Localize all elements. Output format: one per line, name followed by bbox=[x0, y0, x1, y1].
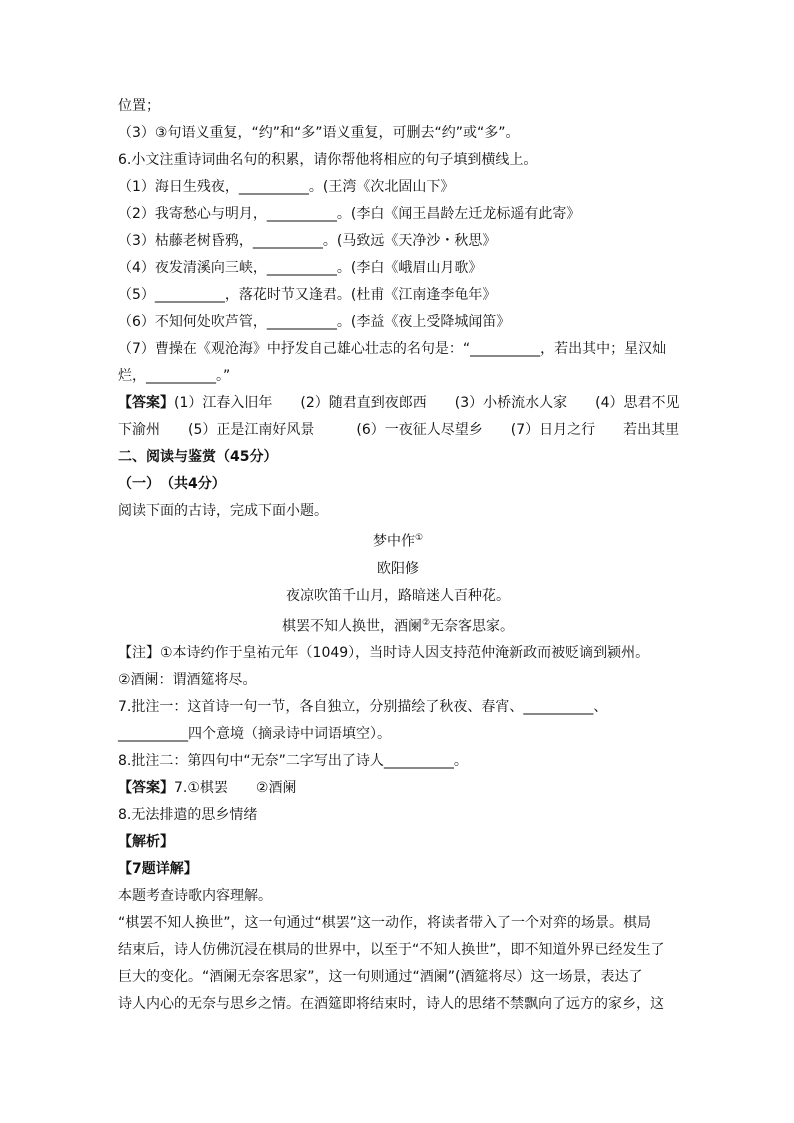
analysis-intro: 本题考查诗歌内容理解。 bbox=[118, 888, 272, 905]
poem-line-1: 夜凉吹笛千山月，路暗迷人百种花。 bbox=[286, 587, 510, 604]
answer-text: (1）江春入旧年 (2）随君直到夜郎西 (3）小桥流水人家 (4）思君不见 bbox=[174, 395, 680, 411]
answer-text: 7.①棋罢 ②酒阑 bbox=[174, 780, 297, 797]
analysis-para-line: 结束后，诗人仿佛沉浸在棋局的世界中，以至于“不知人换世”，即不知道外界已经发生了 bbox=[118, 942, 665, 959]
question-6-item-1: （1）海日生残夜，__________。(王湾《次北固山下》 bbox=[118, 179, 455, 195]
document-page bbox=[118, 93, 678, 1018]
question-6-item-6: （6）不知何处吹芦管，__________。(李益《夜上受降城闻笛》 bbox=[118, 314, 511, 330]
note-1: 【注】①本诗约作于皇祐元年（1049），当时诗人因支持范仲淹新政而被贬谪到颍州。 bbox=[118, 645, 650, 662]
answer-6-line-1 bbox=[118, 390, 678, 417]
poem-author: 欧阳修 bbox=[377, 560, 419, 577]
analysis-para-line: 诗人内心的无奈与思乡之情。在酒筵即将结束时，诗人的思绪不禁飘向了远方的家乡，这 bbox=[118, 996, 664, 1013]
footnote-mark: ① bbox=[414, 533, 424, 543]
question-6-item-5: （5）__________，落花时节又逢君。(杜甫《江南逢李龟年》 bbox=[118, 287, 497, 303]
poem-title-text: 梦中作 bbox=[372, 533, 415, 550]
poem-line-2a: 棋罢不知人换世，酒阑 bbox=[281, 618, 422, 635]
answer-label: 【答案】 bbox=[118, 780, 174, 797]
text-line: （3）③句语义重复，“约”和“多”语义重复，可删去“约”或“多”。 bbox=[118, 125, 520, 141]
question-6-item-7-cont: 烂，__________。” bbox=[118, 368, 231, 384]
analysis-para-line: “棋罢不知人换世”，这一句通过“棋罢”这一动作，将读者带入了一个对弈的场景。棋局 bbox=[118, 915, 652, 932]
poem-line-2 bbox=[118, 610, 678, 641]
question-8: 8.批注二：第四句中“无奈”二字写出了诗人__________。 bbox=[118, 753, 468, 770]
question-6-item-7: （7）曹操在《观沧海》中抒发自己雄心壮志的名句是：“__________，若出其中；星汉灿 bbox=[118, 341, 667, 357]
instruction: 阅读下面的古诗，完成下面小题。 bbox=[118, 503, 328, 519]
answer-8: 8.无法排遣的思乡情绪 bbox=[118, 807, 258, 824]
question-6-item-4: （4）夜发清溪向三峡，__________。(李白《峨眉山月歌》 bbox=[118, 260, 483, 276]
section-title: 二、阅读与鉴赏（45分） bbox=[118, 449, 278, 465]
answer-label: 【答案】 bbox=[118, 395, 174, 411]
analysis-label: 【解析】 bbox=[118, 834, 174, 851]
q7-detail-label: 【7题详解】 bbox=[118, 861, 198, 878]
question-7-line-1: 7.批注一：这首诗一句一节，各自独立，分别描绘了秋夜、春宵、__________、 bbox=[118, 699, 608, 716]
question-6-item-3: （3）枯藤老树昏鸦，__________。(马致远《天净沙・秋思》 bbox=[118, 233, 497, 249]
poem-title bbox=[118, 525, 678, 556]
answer-6-line-2: 下渝州 (5）正是江南好风景 (6）一夜征人尽望乡 (7）日月之行 若出其里 bbox=[118, 422, 680, 438]
note-2: ②酒阑：谓酒筵将尽。 bbox=[118, 672, 257, 689]
subsection-title: （一） （共4分） bbox=[118, 476, 226, 492]
question-7-line-2: __________四个意境（摘录诗中词语填空）。 bbox=[118, 726, 391, 743]
footnote-mark: ② bbox=[421, 617, 431, 628]
analysis-para-line: 巨大的变化。“酒阑无奈客思家”，这一句则通过“酒阑”(酒筵将尽）这一场景，表达了 bbox=[118, 969, 643, 986]
answer-7 bbox=[118, 775, 678, 802]
text-line: 位置； bbox=[118, 98, 160, 114]
question-6-stem: 6.小文注重诗词曲名句的积累，请你帮他将相应的句子填到横线上。 bbox=[118, 152, 538, 168]
question-6-item-2: （2）我寄愁心与明月，__________。(李白《闻王昌龄左迁龙标遥有此寄》 bbox=[118, 206, 581, 222]
poem-line-2b: 无奈客思家。 bbox=[430, 618, 515, 635]
